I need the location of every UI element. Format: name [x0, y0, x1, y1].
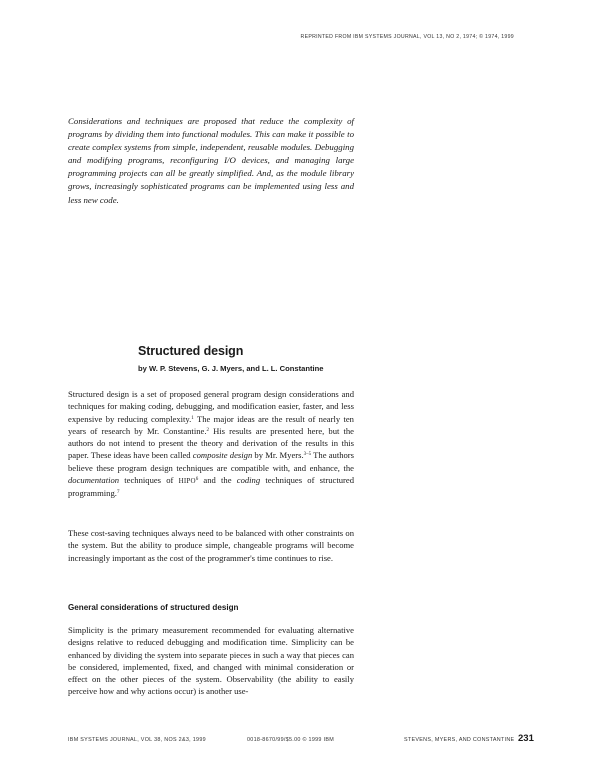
reference-3-5: 3–5: [303, 452, 312, 458]
article-authors: by W. P. Stevens, G. J. Myers, and L. L. Constantine: [138, 364, 324, 373]
term-hipo: HIPO: [178, 476, 196, 485]
cost-paragraph: These cost-saving techniques always need to be balanced with other constraints on the system. But the ability to produce simple, changeable programs will become increasingly important as the cost of the programmer's time continues to rise.: [68, 528, 354, 563]
footer-copyright: 0018-8670/99/$5.00 © 1999 IBM: [247, 737, 335, 743]
reference-6: 6: [195, 476, 199, 482]
intro-text-2: The major ideas are the result of nearly ten years of research by Mr. Constantine.: [68, 413, 354, 436]
footer-running-authors: STEVENS, MYERS, AND CONSTANTINE: [404, 737, 515, 743]
reference-7: 7: [116, 490, 120, 495]
intro-text-1: Structured design is a set of proposed general program design considerations and techniques for making coding, debugging, and modification easier, faster, and less expensive by reducing complexity.: [68, 389, 354, 424]
abstract: Considerations and techniques are proposed that reduce the complexity of programs by dividing them into functional modules. This can make it possible to create complex systems from simple, independent, reusable modules. Debugging and modifying programs, reconfiguring I/O devices, and managing large programming projects can all be greatly simplified. And, as the module library grows, increasingly sophisticated programs can be implemented using less and less new code.: [68, 116, 354, 205]
term-coding: coding: [236, 474, 261, 485]
footer-journal: IBM SYSTEMS JOURNAL, VOL 38, NOS 2&3, 1999: [68, 737, 206, 743]
section-heading: General considerations of structured design: [68, 603, 239, 612]
intro-text-6: techniques of: [119, 474, 179, 485]
term-documentation: documentation: [68, 474, 120, 485]
intro-text-7: and the: [198, 474, 237, 485]
intro-text-5: The authors believe these program design techniques are compatible with, and enhance, the: [68, 450, 355, 473]
term-composite-design: composite design: [192, 450, 253, 461]
intro-text-4: by Mr. Myers.: [252, 450, 304, 461]
reference-1: 1: [191, 415, 194, 421]
page-number: 231: [518, 733, 534, 744]
article-title: Structured design: [138, 344, 244, 358]
intro-text-8: techniques of structured programming.: [68, 474, 355, 498]
reprint-notice: REPRINTED FROM IBM SYSTEMS JOURNAL, VOL 13, NO 2, 1974; © 1974, 1999: [300, 34, 514, 40]
section-paragraph: Simplicity is the primary measurement recommended for evaluating alternative designs relative to reduced debugging and modification time. Simplicity can be enhanced by dividing the system into separate pieces in such a way that pieces can be considered, implemented, fixed, and changed with minimal consideration or effect on the other pieces of the system. Observability (the ability to easily perceive how and why actions occur) is another use-: [68, 625, 354, 697]
reference-2: 2: [206, 427, 209, 433]
intro-paragraph: [68, 388, 354, 499]
intro-text-3: His results are presented here, but the authors do not intend to present the theory and derivation of the results in this paper. These ideas have been called: [68, 425, 354, 461]
